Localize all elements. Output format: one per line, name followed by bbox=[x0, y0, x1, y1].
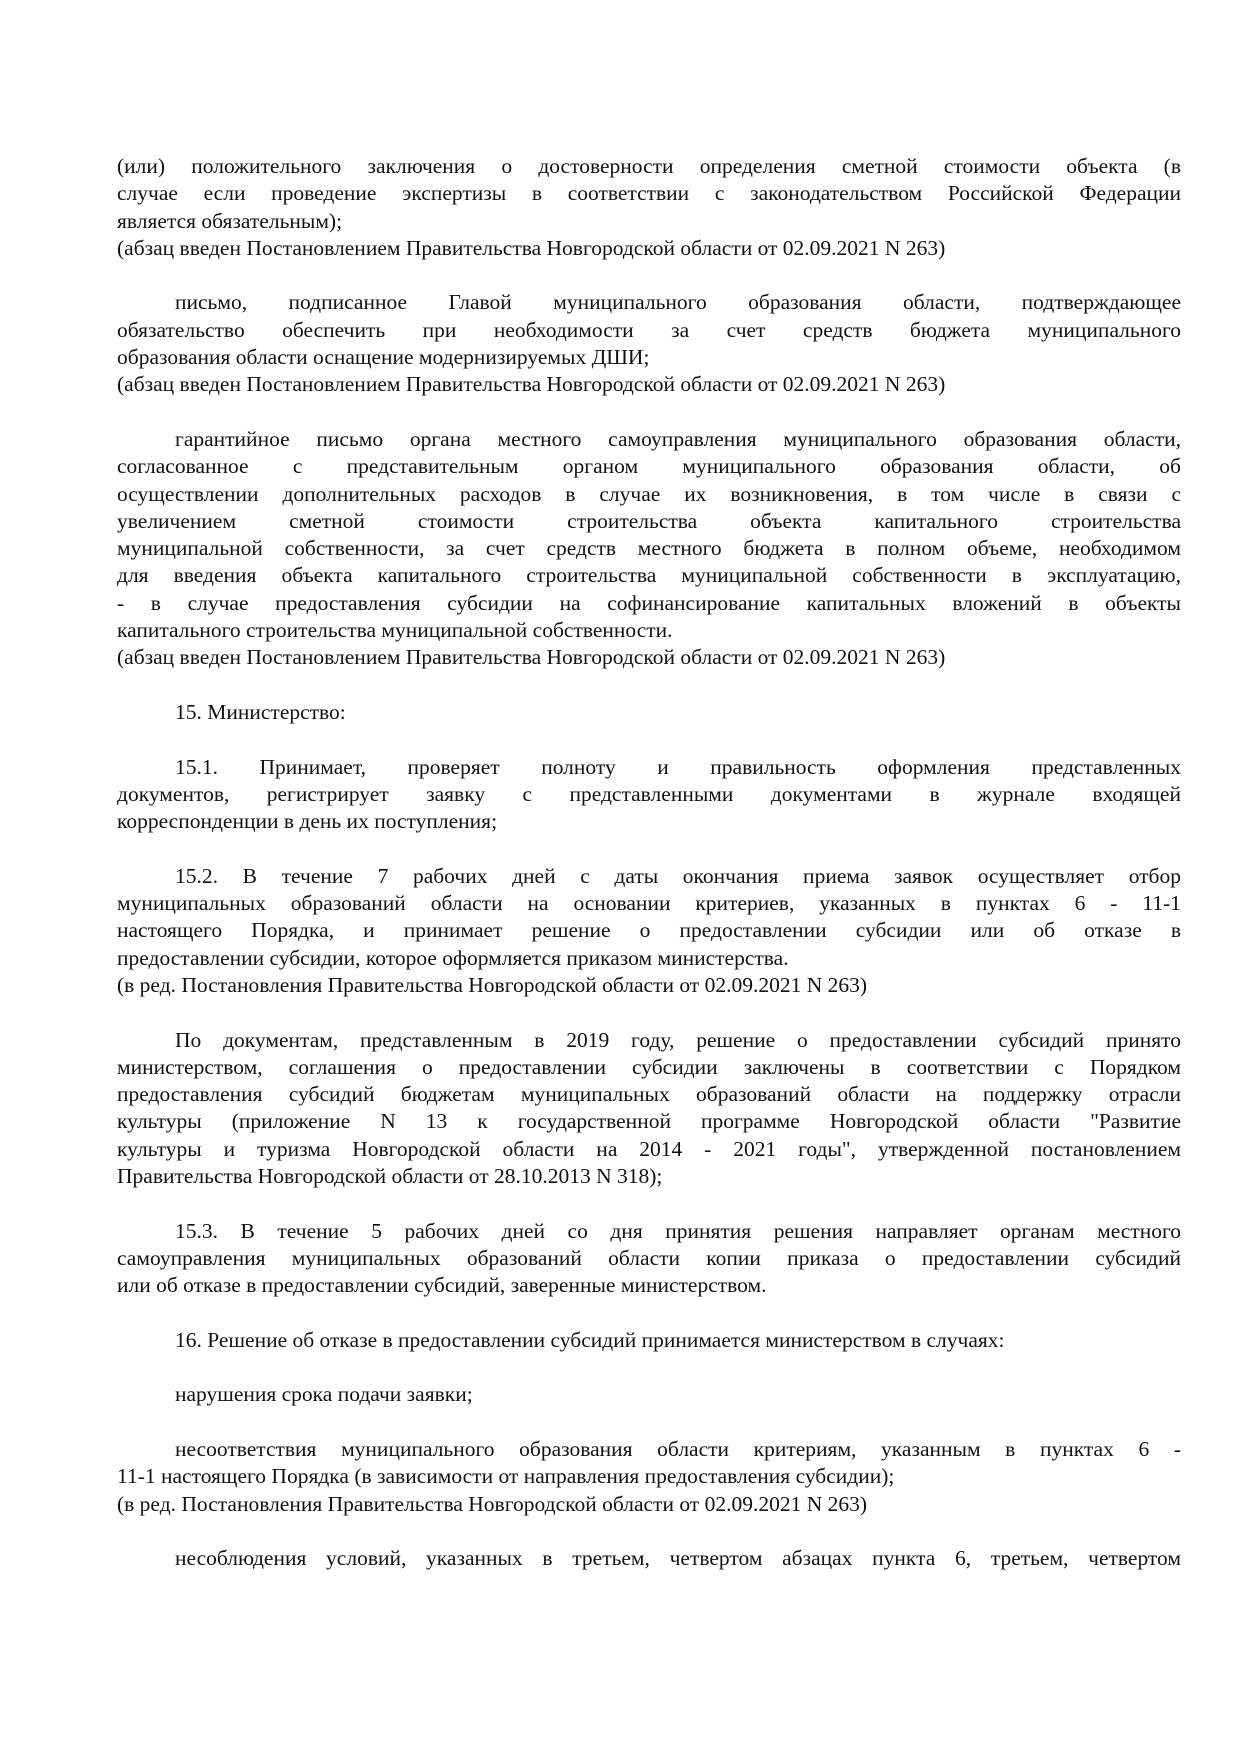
text-line: (в ред. Постановления Правительства Новгородской области от 02.09.2021 N 263) bbox=[117, 1491, 868, 1516]
paragraph bbox=[117, 863, 1181, 999]
text-line: (абзац введен Постановлением Правительства Новгородской области от 02.09.2021 N 263) bbox=[117, 235, 946, 260]
text-line: письмо, подписанное Главой муниципального образования области, подтверждающее bbox=[175, 290, 1181, 315]
paragraph bbox=[117, 699, 1181, 726]
text-line: 16. Решение об отказе в предоставлении субсидий принимается министерством в случаях: bbox=[175, 1327, 1005, 1352]
text-line: несоответствия муниципального образования области критериям, указанным в пунктах 6 - bbox=[175, 1436, 1181, 1461]
paragraph bbox=[117, 1218, 1181, 1300]
text-line: (или) положительного заключения о достоверности определения сметной стоимости объекта (в bbox=[117, 154, 1181, 178]
text-line: муниципальной собственности, за счет средств местного бюджета в полном объеме, необходимом bbox=[117, 536, 1181, 561]
text-line: предоставления субсидий бюджетам муниципальных образований области на поддержку отрасли bbox=[117, 1082, 1181, 1107]
text-line: - в случае предоставления субсидии на софинансирование капитальных вложений в объекты bbox=[117, 590, 1181, 615]
text-line: несоблюдения условий, указанных в третьем, четвертом абзацах пункта 6, третьем, четвертом bbox=[175, 1546, 1181, 1571]
text-line: образования области оснащение модернизируемых ДШИ; bbox=[117, 345, 650, 370]
text-line: настоящего Порядка, и принимает решение о предоставлении субсидии или об отказе в bbox=[117, 918, 1181, 943]
paragraph bbox=[117, 1027, 1181, 1191]
text-line: 15. Министерство: bbox=[175, 699, 346, 724]
text-line: предоставлении субсидии, которое оформляется приказом министерства. bbox=[117, 945, 789, 970]
text-line: гарантийное письмо органа местного самоуправления муниципального образования области, bbox=[175, 426, 1181, 451]
text-line: увеличением сметной стоимости строительства объекта капитального строительства bbox=[117, 508, 1181, 533]
text-line: для введения объекта капитального строительства муниципальной собственности в эксплуатацию, bbox=[117, 563, 1181, 588]
text-line: По документам, представленным в 2019 году, решение о предоставлении субсидий принято bbox=[175, 1027, 1181, 1052]
text-line: (абзац введен Постановлением Правительства Новгородской области от 02.09.2021 N 263) bbox=[117, 372, 946, 397]
text-line: 15.2. В течение 7 рабочих дней с даты окончания приема заявок осуществляет отбор bbox=[175, 863, 1181, 888]
text-line: культуры и туризма Новгородской области на 2014 - 2021 годы", утвержденной постановлением bbox=[117, 1136, 1181, 1161]
text-line: министерством, соглашения о предоставлении субсидии заключены в соответствии с Порядком bbox=[117, 1054, 1181, 1079]
text-line: согласованное с представительным органом муниципального образования области, об bbox=[117, 454, 1181, 479]
paragraph bbox=[117, 1545, 1181, 1572]
paragraph bbox=[117, 289, 1181, 398]
text-line: культуры (приложение N 13 к государственной программе Новгородской области "Развитие bbox=[117, 1109, 1181, 1134]
paragraph bbox=[117, 1381, 1181, 1408]
text-line: нарушения срока подачи заявки; bbox=[175, 1382, 473, 1407]
text-line: 15.1. Принимает, проверяет полноту и правильность оформления представленных bbox=[175, 754, 1181, 779]
text-line: или об отказе в предоставлении субсидий, заверенные министерством. bbox=[117, 1273, 767, 1298]
text-line: документов, регистрирует заявку с представленными документами в журнале входящей bbox=[117, 781, 1181, 806]
text-line: самоуправления муниципальных образований области копии приказа о предоставлении субсидий bbox=[117, 1245, 1181, 1270]
text-line: 15.3. В течение 5 рабочих дней со дня принятия решения направляет органам местного bbox=[175, 1218, 1181, 1243]
text-line: обязательство обеспечить при необходимости за счет средств бюджета муниципального bbox=[117, 317, 1181, 342]
paragraph bbox=[117, 1436, 1181, 1518]
text-line: (абзац введен Постановлением Правительства Новгородской области от 02.09.2021 N 263) bbox=[117, 645, 946, 670]
text-line: является обязательным); bbox=[117, 208, 343, 233]
paragraph bbox=[117, 1327, 1181, 1354]
text-line: (в ред. Постановления Правительства Новгородской области от 02.09.2021 N 263) bbox=[117, 972, 868, 997]
text-line: муниципальных образований области на основании критериев, указанных в пунктах 6 - 11-1 bbox=[117, 891, 1181, 916]
paragraph bbox=[117, 153, 1181, 262]
paragraph bbox=[117, 754, 1181, 836]
text-line: Правительства Новгородской области от 28.10.2013 N 318); bbox=[117, 1163, 663, 1188]
text-line: корреспонденции в день их поступления; bbox=[117, 809, 498, 834]
text-line: капитального строительства муниципальной собственности. bbox=[117, 618, 673, 643]
text-line: случае если проведение экспертизы в соответствии с законодательством Российской Федерации bbox=[117, 181, 1181, 206]
text-line: 11-1 настоящего Порядка (в зависимости от направления предоставления субсидии); bbox=[117, 1464, 895, 1489]
text-line: осуществлении дополнительных расходов в случае их возникновения, в том числе в связи с bbox=[117, 481, 1181, 506]
document-page bbox=[117, 153, 1181, 1600]
paragraph bbox=[117, 426, 1181, 672]
